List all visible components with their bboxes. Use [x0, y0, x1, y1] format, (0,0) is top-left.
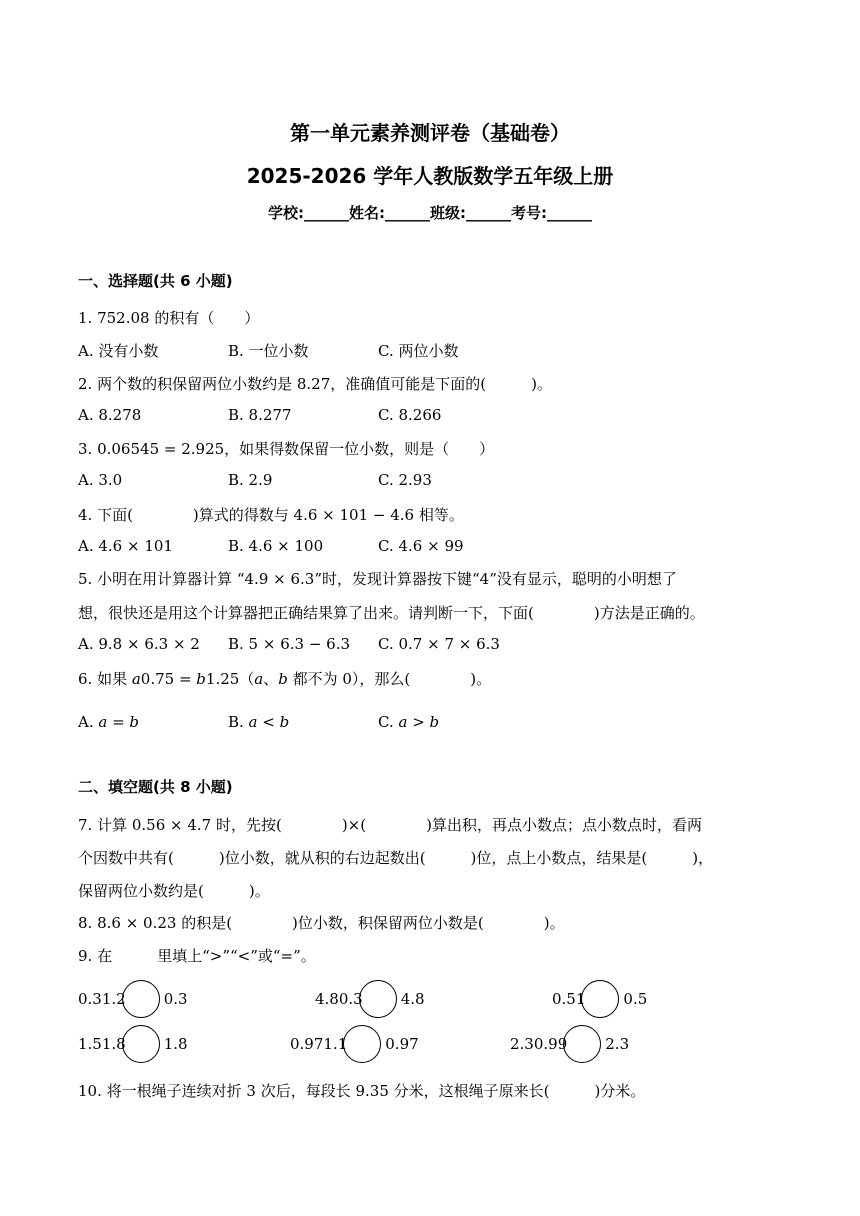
q4-option-b: B. 4.6 × 100 — [228, 537, 324, 555]
question-1: 1. 752.08 的积有（ ） — [78, 309, 260, 327]
q2-option-b: B. 8.277 — [228, 406, 292, 424]
q9-left-value: 2.30.99 — [510, 1035, 568, 1053]
q1-option-a: A. 没有小数 — [78, 342, 159, 360]
q9-compare-4 — [78, 1025, 188, 1063]
q4-option-c: C. 4.6 × 99 — [378, 537, 464, 555]
page-title: 第一单元素养测评卷（基础卷） — [290, 121, 570, 145]
answer-circle[interactable] — [122, 980, 160, 1018]
q6-option-c: C. 𝑎 > 𝑏 — [378, 713, 440, 731]
q1-option-b: B. 一位小数 — [228, 342, 309, 360]
q2-option-c: C. 8.266 — [378, 406, 442, 424]
q1-option-c: C. 两位小数 — [378, 342, 459, 360]
q9-right-value: 0.5 — [623, 990, 648, 1008]
q9-left-value: 0.31.2 — [78, 990, 126, 1008]
question-10: 10. 将一根绳子连续对折 3 次后，每段长 9.35 分米，这根绳子原来长( )分米。 — [78, 1082, 646, 1100]
answer-circle[interactable] — [343, 1025, 381, 1063]
q2-option-a: A. 8.278 — [78, 406, 142, 424]
q9-compare-5 — [290, 1025, 419, 1063]
q5-option-b: B. 5 × 6.3 − 6.3 — [228, 635, 351, 653]
q9-compare-6 — [510, 1025, 629, 1063]
answer-circle[interactable] — [581, 980, 619, 1018]
q9-left-value: 0.971.1 — [290, 1035, 348, 1053]
q9-compare-3 — [552, 980, 647, 1018]
q9-compare-2 — [315, 980, 425, 1018]
question-9: 9. 在 里填上“>”“<”或“=”。 — [78, 947, 316, 965]
student-info-line: 学校:______姓名:______班级:______考号:______ — [268, 204, 592, 222]
q9-right-value: 1.8 — [163, 1035, 188, 1053]
answer-circle[interactable] — [359, 980, 397, 1018]
answer-circle[interactable] — [122, 1025, 160, 1063]
q9-compare-1 — [78, 980, 188, 1018]
question-6: 6. 如果 𝑎0.75 = 𝑏1.25（𝑎、𝑏 都不为 0），那么( )。 — [78, 670, 492, 688]
q9-right-value: 2.3 — [605, 1035, 630, 1053]
q9-right-value: 0.3 — [163, 990, 188, 1008]
question-2: 2. 两个数的积保留两位小数约是 8.27，准确值可能是下面的( )。 — [78, 375, 552, 393]
q9-left-value: 4.80.3 — [315, 990, 363, 1008]
q3-option-a: A. 3.0 — [78, 471, 123, 489]
q4-option-a: A. 4.6 × 101 — [78, 537, 173, 555]
q5-option-a: A. 9.8 × 6.3 × 2 — [78, 635, 200, 653]
page-subtitle: 2025-2026 学年人教版数学五年级上册 — [246, 164, 614, 188]
q9-right-value: 0.97 — [385, 1035, 419, 1053]
section-fill-heading: 二、填空题(共 8 小题) — [78, 778, 233, 796]
q3-option-b: B. 2.9 — [228, 471, 273, 489]
question-7-line-2: 个因数中共有( )位小数，就从积的右边起数出( )位，点上小数点，结果是( )， — [78, 849, 714, 867]
section-choice-heading: 一、选择题(共 6 小题) — [78, 272, 233, 290]
q9-right-value: 4.8 — [400, 990, 425, 1008]
question-3: 3. 0.06545 = 2.925，如果得数保留一位小数，则是（ ） — [78, 440, 495, 458]
q6-option-b: B. 𝑎 < 𝑏 — [228, 713, 290, 731]
q9-left-value: 1.51.8 — [78, 1035, 126, 1053]
q3-option-c: C. 2.93 — [378, 471, 432, 489]
q5-option-c: C. 0.7 × 7 × 6.3 — [378, 635, 500, 653]
question-8: 8. 8.6 × 0.23 的积是( )位小数，积保留两位小数是( )。 — [78, 914, 565, 932]
answer-circle[interactable] — [563, 1025, 601, 1063]
question-5-line-2: 想，很快还是用这个计算器把正确结果算了出来。请判断一下，下面( )方法是正确的。 — [78, 604, 705, 622]
question-4: 4. 下面( )算式的得数与 4.6 × 101 − 4.6 相等。 — [78, 506, 464, 524]
question-5-line-1: 5. 小明在用计算器计算 “4.9 × 6.3”时，发现计算器按下键“4”没有显示，聪明的小明想了 — [78, 570, 677, 588]
question-7-line-3: 保留两位小数约是( )。 — [78, 882, 270, 900]
q6-option-a: A. 𝑎 = 𝑏 — [78, 713, 140, 731]
question-7-line-1: 7. 计算 0.56 × 4.7 时，先按( )×( )算出积，再点小数点；点小数点时，看两 — [78, 816, 702, 834]
q9-left-value: 0.51 — [552, 990, 586, 1008]
